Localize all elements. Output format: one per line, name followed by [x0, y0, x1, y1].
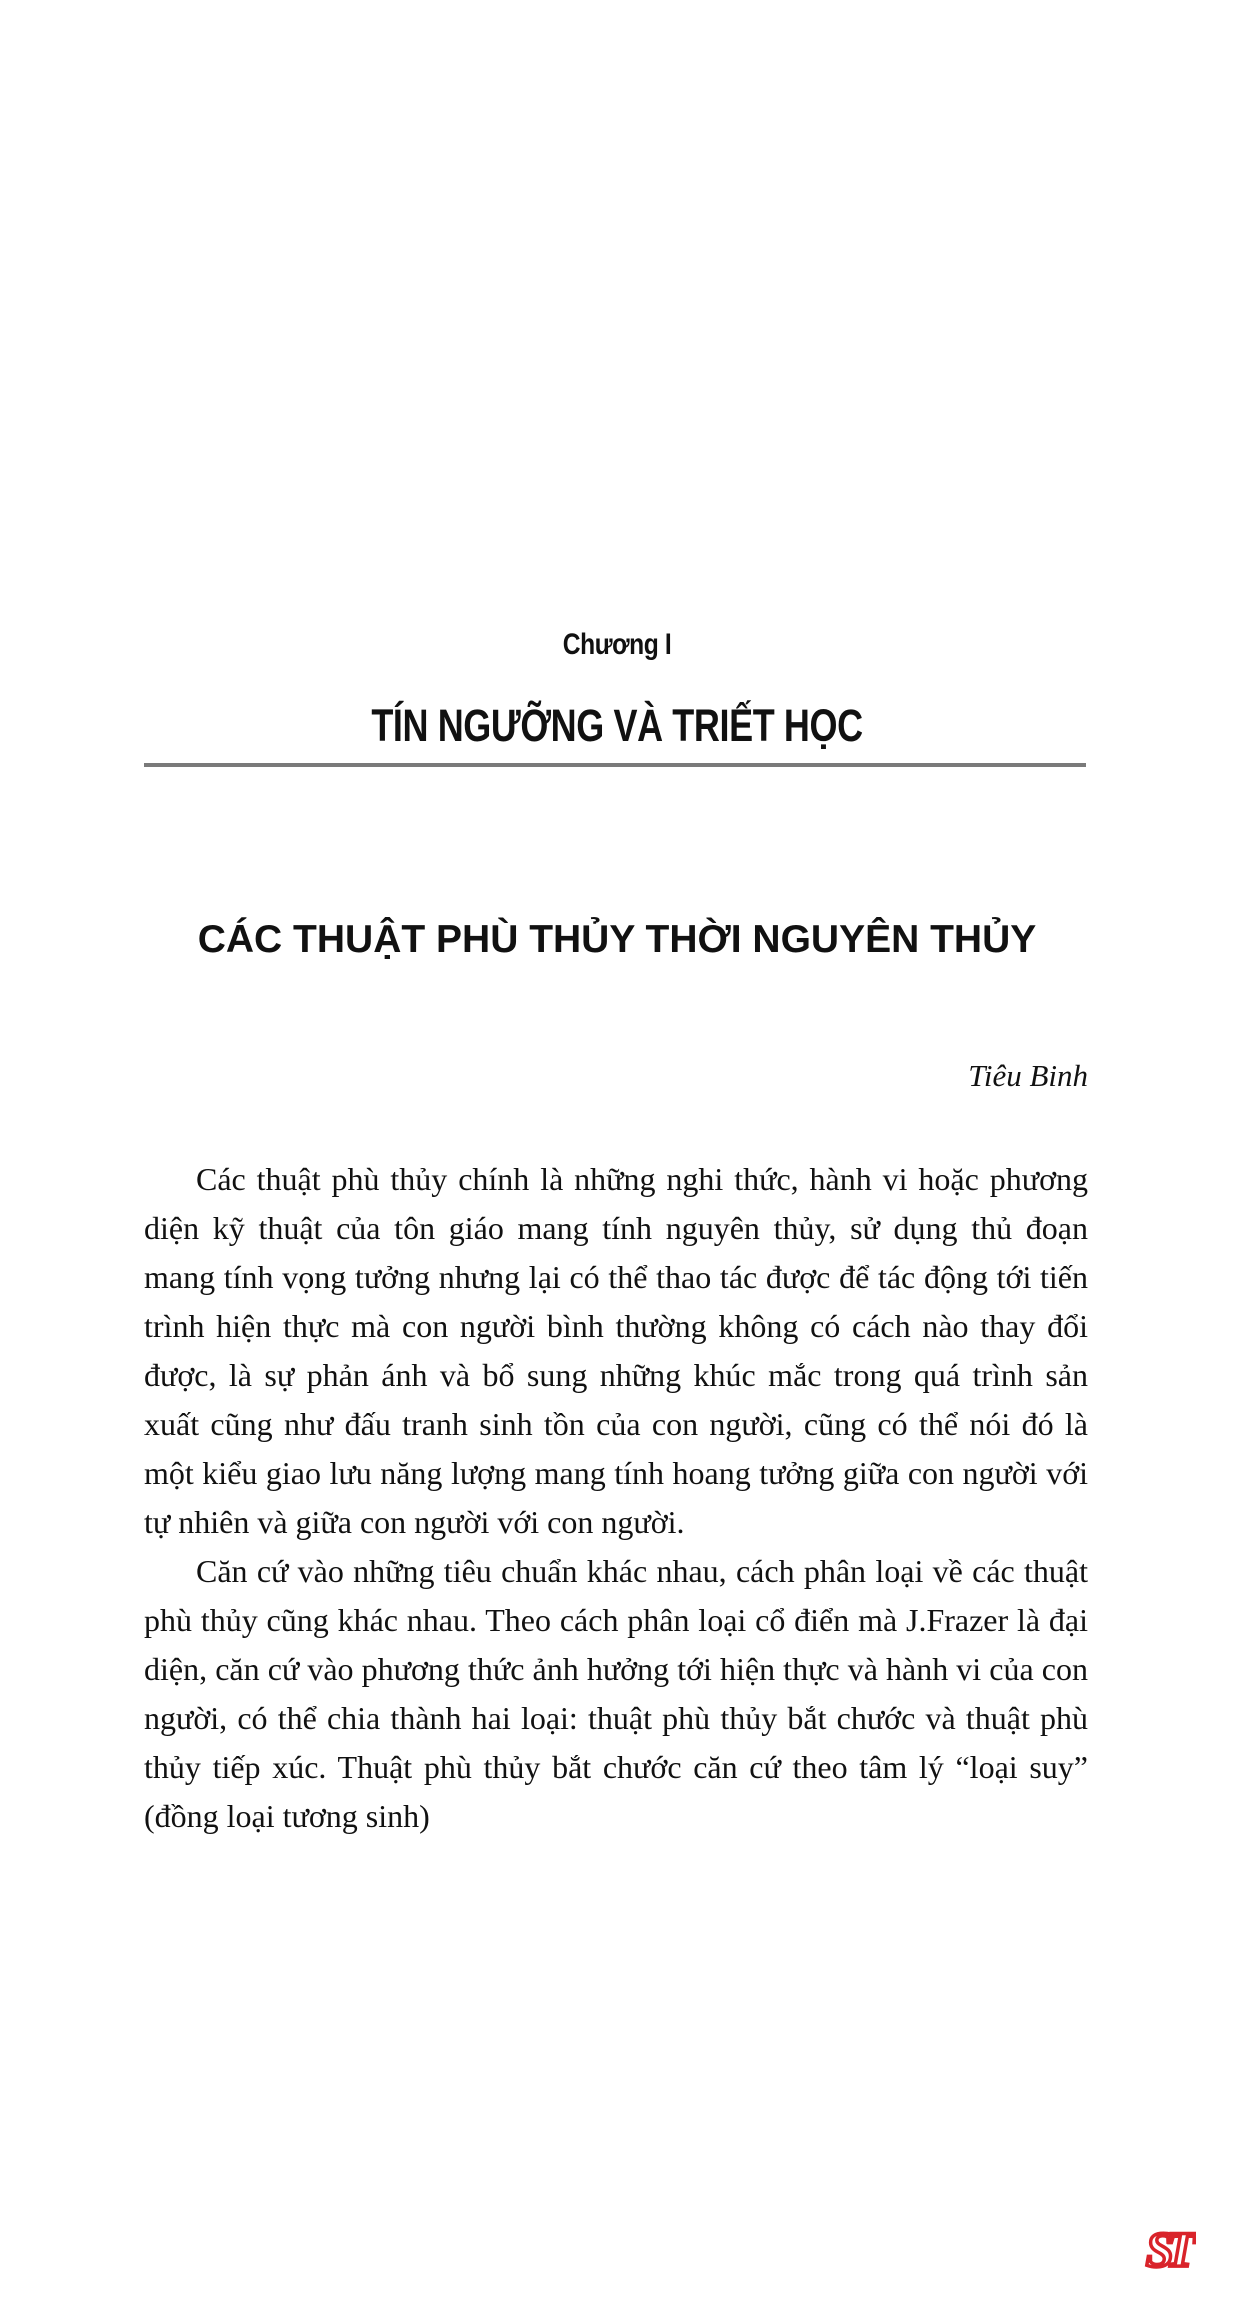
body-paragraph: Căn cứ vào những tiêu chuẩn khác nhau, cách phân loại về các thuật phù thủy cũng khác nhau. Theo cách phân loại cổ điển mà J.Frazer là đại diện, căn cứ vào phương thức ảnh hưởng tới hiện thực và hành vi của con người, có thể chia thành hai loại: thuật phù thủy bắt chước và thuật phù thủy tiếp xúc. Thuật phù thủy bắt chước căn cứ theo tâm lý “loại suy” (đồng loại tương sinh): [144, 1553, 1088, 1834]
body-paragraph: Các thuật phù thủy chính là những nghi thức, hành vi hoặc phương diện kỹ thuật của tôn giáo mang tính nguyên thủy, sử dụng thủ đoạn mang tính vọng tưởng nhưng lại có thể thao tác được để tác động tới tiến trình hiện thực mà con người bình thường không có cách nào thay đổi được, là sự phản ánh và bổ sung những khúc mắc trong quá trình sản xuất cũng như đấu tranh sinh tồn của con người, cũng có thể nói đó là một kiểu giao lưu năng lượng mang tính hoang tưởng giữa con người với tự nhiên và giữa con người với con người.: [144, 1161, 1088, 1540]
publisher-logo-icon: [1138, 2218, 1196, 2276]
svg-text:ST: ST: [1145, 2221, 1189, 2276]
article-title: CÁC THUẬT PHÙ THỦY THỜI NGUYÊN THỦY: [197, 918, 1037, 961]
chapter-title: TÍN NGƯỠNG VÀ TRIẾT HỌC: [371, 700, 863, 751]
chapter-label: Chương I: [562, 628, 672, 661]
article-body: [144, 1155, 1088, 1841]
chapter-divider: [144, 763, 1086, 767]
article-author: Tiêu Binh: [968, 1058, 1088, 1093]
